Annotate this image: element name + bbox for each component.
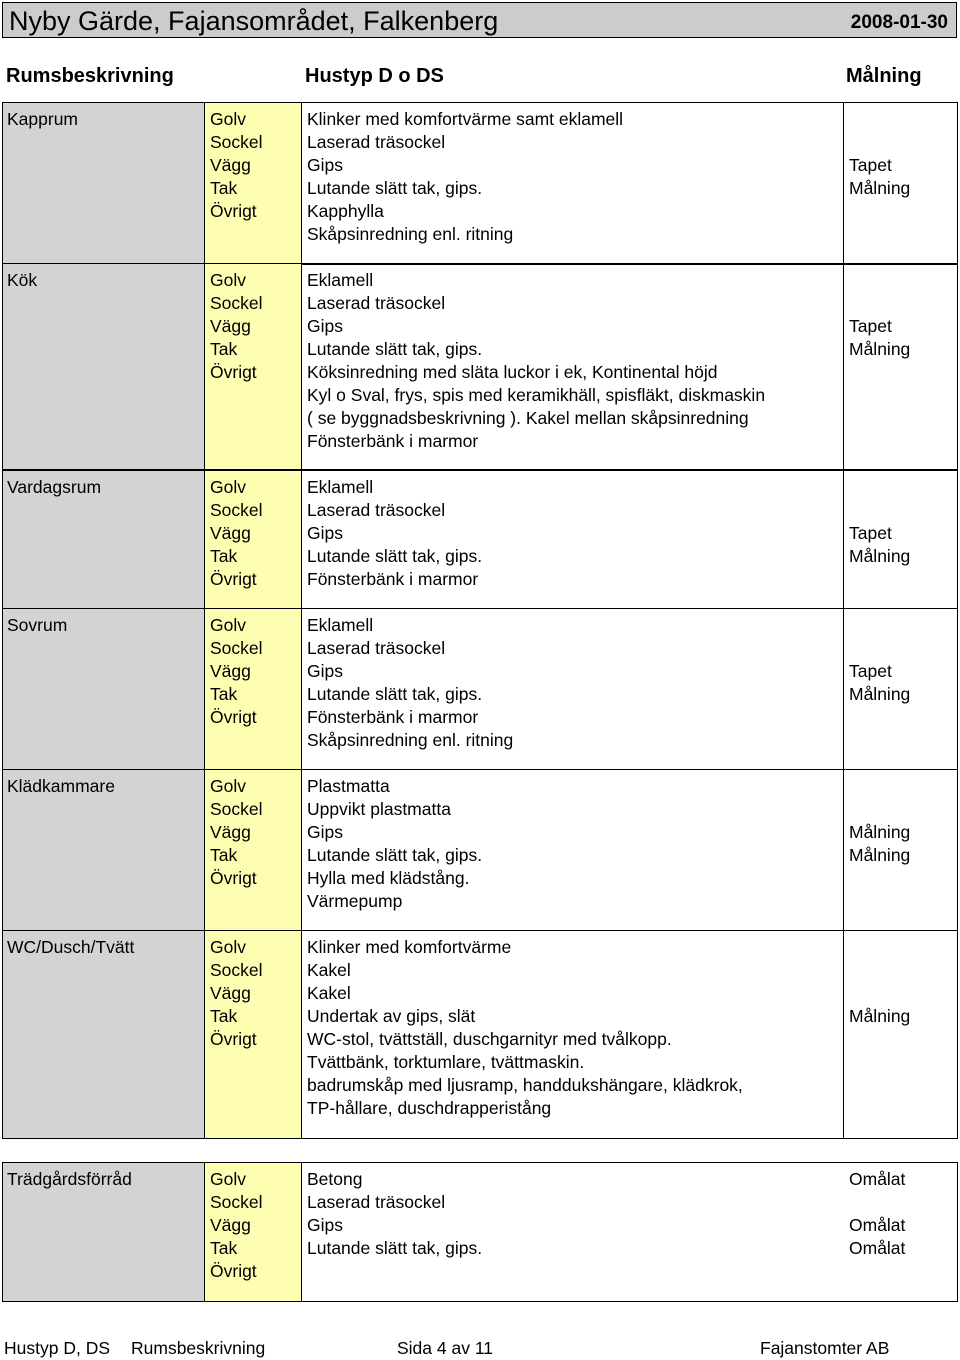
category-cell xyxy=(205,264,302,469)
description-line: Lutande slätt tak, gips. xyxy=(307,684,483,704)
description-line: Laserad träsockel xyxy=(307,293,446,313)
description-line: Värmepump xyxy=(307,891,403,911)
category-cell xyxy=(205,609,302,769)
finish-line: Tapet xyxy=(849,155,892,175)
finish-line: Omålat xyxy=(849,1169,906,1189)
title-bar xyxy=(2,2,957,38)
description-line: Lutande slätt tak, gips. xyxy=(307,845,483,865)
category-vagg: Vägg xyxy=(210,155,251,175)
finish-line xyxy=(849,269,910,292)
description-line: Gips xyxy=(307,316,343,336)
finish-line xyxy=(849,798,910,821)
description-line: Lutande slätt tak, gips. xyxy=(307,1238,483,1258)
finish-line xyxy=(849,108,910,131)
description-line: Gips xyxy=(307,155,343,175)
category-tak: Tak xyxy=(210,546,238,566)
room-section-kladkammare xyxy=(2,769,958,931)
finish-cell xyxy=(844,1163,957,1301)
finish-line xyxy=(849,476,910,499)
description-line: Uppvikt plastmatta xyxy=(307,799,451,819)
description-line: Skåpsinredning enl. ritning xyxy=(307,224,514,244)
category-golv: Golv xyxy=(210,615,246,635)
room-cell xyxy=(3,609,205,769)
category-tak: Tak xyxy=(210,1006,238,1026)
room-section-vardagsrum xyxy=(2,470,958,609)
finish-line: Målning xyxy=(849,546,911,566)
finish-line: Målning xyxy=(849,178,911,198)
description-line: Laserad träsockel xyxy=(307,638,446,658)
description-line: Kyl o Sval, frys, spis med keramikhäll, spisfläkt, diskmaskin xyxy=(307,385,766,405)
finish-cell xyxy=(844,770,957,930)
category-golv: Golv xyxy=(210,776,246,796)
category-sockel: Sockel xyxy=(210,293,263,313)
room-name: Trädgårdsförråd xyxy=(7,1169,132,1189)
description-line: Betong xyxy=(307,1169,363,1189)
room-name: Kapprum xyxy=(7,109,79,129)
finish-line xyxy=(849,499,910,522)
description-line: Lutande slätt tak, gips. xyxy=(307,178,483,198)
description-line: badrumskåp med ljusramp, handdukshängare, klädkrok, xyxy=(307,1075,743,1095)
finish-line xyxy=(849,775,910,798)
room-section-kok xyxy=(2,263,958,470)
room-name: WC/Dusch/Tvätt xyxy=(7,937,135,957)
description-line: Fönsterbänk i marmor xyxy=(307,569,479,589)
category-vagg: Vägg xyxy=(210,1215,251,1235)
description-line: Eklamell xyxy=(307,615,374,635)
description-line: Fönsterbänk i marmor xyxy=(307,707,479,727)
description-line: Hylla med klädstång. xyxy=(307,868,470,888)
footer-section: Rumsbeskrivning xyxy=(131,1338,266,1358)
category-ovrigt: Övrigt xyxy=(210,868,257,888)
description-line: Klinker med komfortvärme xyxy=(307,937,512,957)
finish-line xyxy=(849,936,910,959)
finish-line: Tapet xyxy=(849,523,892,543)
description-line: Köksinredning med släta luckor i ek, Kontinental höjd xyxy=(307,362,718,382)
category-vagg: Vägg xyxy=(210,316,251,336)
room-name: Vardagsrum xyxy=(7,477,102,497)
footer-doc: Hustyp D, DS xyxy=(4,1338,110,1358)
finish-cell xyxy=(844,931,957,1138)
description-line: Klinker med komfortvärme samt eklamell xyxy=(307,109,624,129)
finish-line xyxy=(849,637,910,660)
category-vagg: Vägg xyxy=(210,523,251,543)
category-cell xyxy=(205,103,302,264)
description-line: Kakel xyxy=(307,960,351,980)
finish-line: Målning xyxy=(849,1006,911,1026)
header-rumsbeskrivning: Rumsbeskrivning xyxy=(6,65,174,87)
description-line: Undertak av gips, slät xyxy=(307,1006,476,1026)
category-vagg: Vägg xyxy=(210,661,251,681)
room-cell xyxy=(3,770,205,930)
description-line: Tvättbänk, torktumlare, tvättmaskin. xyxy=(307,1052,585,1072)
description-line: Kakel xyxy=(307,983,351,1003)
category-golv: Golv xyxy=(210,477,246,497)
category-golv: Golv xyxy=(210,937,246,957)
room-name: Klädkammare xyxy=(7,776,115,796)
description-line: ( se byggnadsbeskrivning ). Kakel mellan skåpsinredning xyxy=(307,408,749,428)
column-header-row xyxy=(0,57,960,97)
finish-cell xyxy=(844,609,957,769)
room-section-wc-dusch-tvatt xyxy=(2,930,958,1139)
category-cell xyxy=(205,1163,302,1301)
finish-line: Tapet xyxy=(849,316,892,336)
room-cell xyxy=(3,931,205,1138)
category-sockel: Sockel xyxy=(210,500,263,520)
category-tak: Tak xyxy=(210,845,238,865)
category-sockel: Sockel xyxy=(210,132,263,152)
description-line: Skåpsinredning enl. ritning xyxy=(307,730,514,750)
finish-cell xyxy=(844,103,957,264)
room-name: Sovrum xyxy=(7,615,68,635)
finish-line: Målning xyxy=(849,339,911,359)
category-ovrigt: Övrigt xyxy=(210,707,257,727)
footer-company: Fajanstomter AB xyxy=(760,1338,890,1358)
description-line: Lutande slätt tak, gips. xyxy=(307,339,483,359)
category-golv: Golv xyxy=(210,109,246,129)
description-cell xyxy=(302,103,844,264)
category-sockel: Sockel xyxy=(210,960,263,980)
category-tak: Tak xyxy=(210,1238,238,1258)
description-line: Laserad träsockel xyxy=(307,1192,446,1212)
finish-line: Målning xyxy=(849,684,911,704)
category-sockel: Sockel xyxy=(210,799,263,819)
finish-line: Målning xyxy=(849,845,911,865)
room-section-tradgardsforrad xyxy=(2,1162,958,1302)
description-cell xyxy=(302,609,844,769)
description-line: Gips xyxy=(307,1215,343,1235)
category-ovrigt: Övrigt xyxy=(210,201,257,221)
description-line: Lutande slätt tak, gips. xyxy=(307,546,483,566)
description-line: Gips xyxy=(307,822,343,842)
description-line: Laserad träsockel xyxy=(307,132,446,152)
finish-line xyxy=(849,292,910,315)
category-tak: Tak xyxy=(210,339,238,359)
category-golv: Golv xyxy=(210,1169,246,1189)
category-sockel: Sockel xyxy=(210,1192,263,1212)
room-name: Kök xyxy=(7,270,38,290)
description-cell xyxy=(302,1163,844,1301)
description-line: Laserad träsockel xyxy=(307,500,446,520)
finish-line: Tapet xyxy=(849,661,892,681)
category-vagg: Vägg xyxy=(210,983,251,1003)
room-cell xyxy=(3,103,205,264)
footer-page-number: Sida 4 av 11 xyxy=(397,1338,493,1358)
room-cell xyxy=(3,471,205,608)
description-line: WC-stol, tvättställ, duschgarnityr med tvålkopp. xyxy=(307,1029,672,1049)
finish-line: Omålat xyxy=(849,1238,906,1258)
header-malning: Målning xyxy=(846,65,922,87)
category-tak: Tak xyxy=(210,178,238,198)
description-line: Gips xyxy=(307,661,343,681)
finish-line xyxy=(849,959,910,982)
description-line: Plastmatta xyxy=(307,776,390,796)
description-line: TP-hållare, duschdrapperistång xyxy=(307,1098,552,1118)
description-line: Kapphylla xyxy=(307,201,384,221)
category-cell xyxy=(205,770,302,930)
description-line: Eklamell xyxy=(307,270,374,290)
category-ovrigt: Övrigt xyxy=(210,569,257,589)
finish-line xyxy=(849,131,910,154)
category-cell xyxy=(205,471,302,608)
category-cell xyxy=(205,931,302,1138)
description-cell xyxy=(302,471,844,608)
category-tak: Tak xyxy=(210,684,238,704)
description-line: Gips xyxy=(307,523,343,543)
description-cell xyxy=(302,931,844,1138)
category-ovrigt: Övrigt xyxy=(210,1029,257,1049)
finish-line: Omålat xyxy=(849,1215,906,1235)
room-section-kapprum xyxy=(2,102,958,265)
category-ovrigt: Övrigt xyxy=(210,1261,257,1281)
category-ovrigt: Övrigt xyxy=(210,362,257,382)
finish-cell xyxy=(844,264,957,469)
finish-line: Målning xyxy=(849,822,911,842)
description-cell xyxy=(302,770,844,930)
finish-line xyxy=(849,614,910,637)
room-cell xyxy=(3,1163,205,1301)
page-title: Nyby Gärde, Fajansområdet, Falkenberg xyxy=(9,6,499,36)
description-line: Eklamell xyxy=(307,477,374,497)
room-section-sovrum xyxy=(2,608,958,770)
finish-cell xyxy=(844,471,957,608)
page-footer xyxy=(0,1336,960,1360)
finish-line xyxy=(849,982,910,1005)
finish-line xyxy=(849,1191,905,1214)
document-date: 2008-01-30 xyxy=(850,12,948,33)
header-hustyp: Hustyp D o DS xyxy=(305,65,444,87)
description-cell xyxy=(302,264,844,469)
description-line: Fönsterbänk i marmor xyxy=(307,431,479,451)
room-cell xyxy=(3,264,205,469)
category-golv: Golv xyxy=(210,270,246,290)
category-sockel: Sockel xyxy=(210,638,263,658)
category-vagg: Vägg xyxy=(210,822,251,842)
